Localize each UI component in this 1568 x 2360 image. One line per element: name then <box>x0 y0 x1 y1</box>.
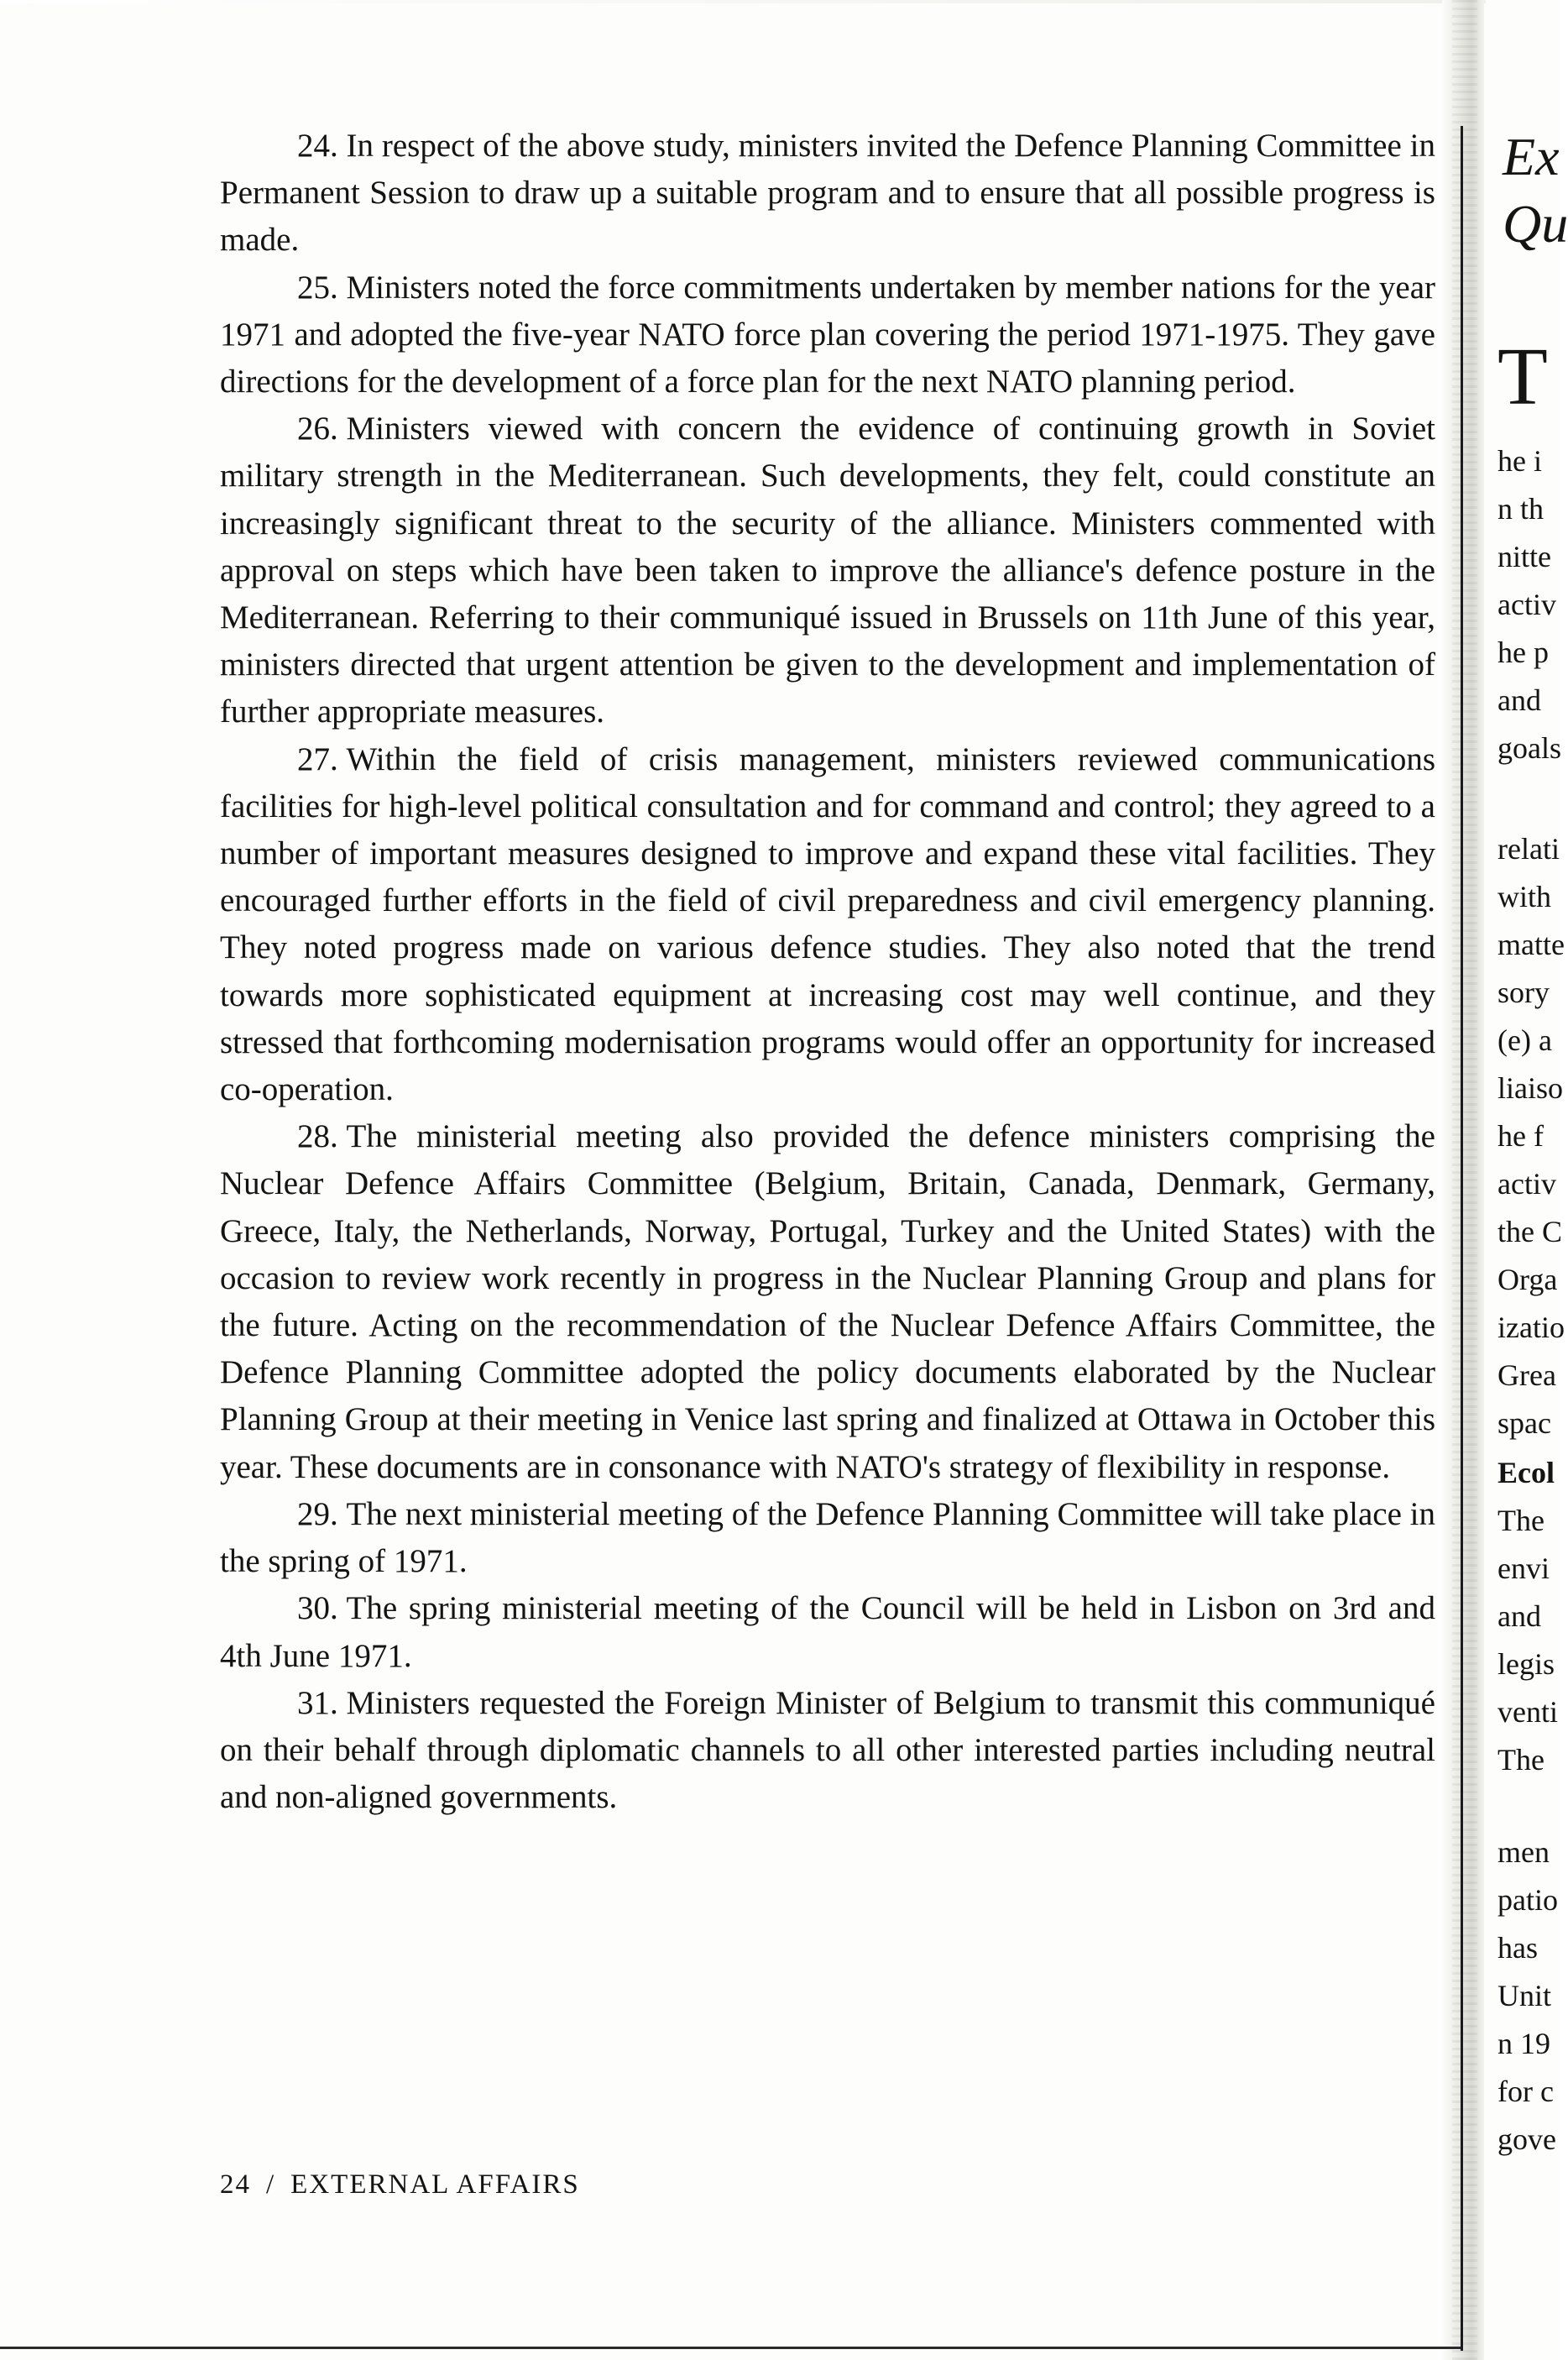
adjacent-text-line: nitte <box>1497 540 1551 573</box>
scan-edge-texture <box>1452 0 1477 2360</box>
adjacent-text-line: patio <box>1497 1883 1558 1917</box>
adjacent-text-line: n 19 <box>1497 2027 1550 2060</box>
adjacent-text-line: he p <box>1497 636 1549 669</box>
paragraph-number: 28. <box>297 1118 338 1155</box>
adjacent-page-fragment <box>1486 0 1568 2360</box>
adjacent-text-line: venti <box>1497 1695 1558 1729</box>
paragraph-number: 27. <box>297 740 338 777</box>
adjacent-text-line: and <box>1497 1599 1541 1633</box>
paragraph-31 <box>220 1680 1435 1822</box>
adjacent-text-line: Unit <box>1497 1979 1552 2012</box>
paragraph-number: 31. <box>297 1684 338 1721</box>
adjacent-text-line: The <box>1497 1743 1544 1777</box>
adjacent-text-line: Grea <box>1497 1358 1556 1392</box>
paragraph-text: The next ministerial meeting of the Defence Planning Committee will take place in the spring of 1971. <box>220 1495 1435 1580</box>
adjacent-text-line: the C <box>1497 1215 1562 1248</box>
adjacent-text-line: men <box>1497 1835 1550 1869</box>
paragraph-number: 25. <box>297 269 338 306</box>
adjacent-text-line: spac <box>1497 1406 1551 1440</box>
paragraph-26 <box>220 406 1435 735</box>
adjacent-text-line: gove <box>1497 2122 1556 2156</box>
bottom-edge-line <box>0 2347 1461 2349</box>
paragraph-number: 26. <box>297 411 338 447</box>
paragraph-number: 29. <box>297 1495 338 1532</box>
adjacent-text-line: has <box>1497 1931 1538 1965</box>
adjacent-text-line: (e) a <box>1497 1023 1552 1057</box>
adjacent-title-line-1: Ex <box>1503 127 1560 186</box>
adjacent-heading: Ecol <box>1497 1456 1555 1489</box>
adjacent-text-line: matte <box>1497 928 1565 961</box>
paragraph-number: 30. <box>297 1590 338 1627</box>
top-edge <box>0 0 1560 3</box>
paragraph-number: 24. <box>297 128 338 164</box>
adjacent-text-line: sory <box>1497 976 1550 1009</box>
footer-separator: / <box>266 2169 276 2200</box>
paragraph-text: Ministers viewed with concern the evidence of continuing growth in Soviet military strength in the Mediterranean. Such developments, they felt, could constitute an increasingly significant threat to the security of the alliance. Ministers commented with approval on steps which have been taken to improve the alliance's defence posture in the Mediterranean. Referring to their communiqué issued in Brussels on 11th June of this year, ministers directed that urgent attention be given to the development and implementation of further appropriate measures. <box>220 411 1435 730</box>
paragraph-text: Within the field of crisis management, ministers reviewed communications facilities for high-level political consultation and for command and control; they agreed to a number of important measures designed to improve and expand these vital facilities. They encouraged further efforts in the field of civil preparedness and civil emergency planning. They noted progress made on various defence studies. They also noted that the trend towards more sophisticated equipment at increasing cost may well continue, and they stressed that forthcoming modernisation programs would offer an opportunity for increased co-operation. <box>220 740 1435 1108</box>
adjacent-text-line: legis <box>1497 1647 1555 1681</box>
paragraph-text: In respect of the above study, ministers invited the Defence Planning Committee in Permanent Session to draw up a suitable program and to ensure that all possible progress is made. <box>220 128 1435 259</box>
adjacent-text-line: he i <box>1497 444 1542 478</box>
paragraph-30 <box>220 1585 1435 1679</box>
adjacent-text-line: izatio <box>1497 1311 1565 1344</box>
paragraph-text: Ministers noted the force commitments undertaken by member nations for the year 1971 and adopted the five-year NATO force plan covering the period 1971-1975. They gave directions for the development of a force plan for the next NATO planning period. <box>220 269 1435 400</box>
adjacent-drop-cap: T <box>1497 332 1548 422</box>
adjacent-text-line: and <box>1497 683 1541 717</box>
paragraph-27 <box>220 736 1435 1114</box>
paragraph-text: The spring ministerial meeting of the Council will be held in Lisbon on 3rd and 4th June 1971. <box>220 1590 1435 1674</box>
main-text-column <box>220 123 1435 1821</box>
adjacent-text-line: he f <box>1497 1119 1544 1153</box>
paragraph-28 <box>220 1113 1435 1491</box>
page-footer <box>220 2169 580 2200</box>
paragraph-text: Ministers requested the Foreign Minister of Belgium to transmit this communiqué on their behalf through diplomatic channels to all other interested parties including neutral and non-aligned governments. <box>220 1684 1435 1816</box>
adjacent-title-line-2: Qu <box>1503 194 1568 254</box>
adjacent-text-line: activ <box>1497 1167 1556 1201</box>
adjacent-text-line: envi <box>1497 1552 1550 1585</box>
publication-name: EXTERNAL AFFAIRS <box>290 2169 580 2200</box>
page-number: 24 <box>220 2169 251 2200</box>
adjacent-text-line: The <box>1497 1504 1544 1537</box>
paragraph-25 <box>220 264 1435 406</box>
paragraph-29 <box>220 1491 1435 1585</box>
paragraph-text: The ministerial meeting also provided the defence ministers comprising the Nuclear Defence Affairs Committee (Belgium, Britain, Canada, Denmark, Germany, Greece, Italy, the Netherlands, Norway, Portugal, Turkey and the United States) with the occasion to review work recently in progress in the Nuclear Planning Group and plans for the future. Acting on the recommendation of the Nuclear Defence Affairs Committee, the Defence Planning Committee adopted the policy documents elaborated by the Nuclear Planning Group at their meeting in Venice last spring and finalized at Ottawa in October this year. These documents are in consonance with NATO's strategy of flexibility in response. <box>220 1118 1435 1485</box>
gutter-divider-line <box>1461 126 1463 2351</box>
adjacent-text-line: activ <box>1497 588 1556 621</box>
adjacent-text-line: liaiso <box>1497 1071 1563 1105</box>
adjacent-text-line: goals <box>1497 731 1561 765</box>
adjacent-text-line: Orga <box>1497 1263 1558 1296</box>
adjacent-text-line: for c <box>1497 2075 1554 2108</box>
adjacent-text-line: n th <box>1497 492 1544 526</box>
paragraph-24 <box>220 123 1435 264</box>
adjacent-text-line: relati <box>1497 832 1560 866</box>
adjacent-text-line: with <box>1497 880 1552 913</box>
